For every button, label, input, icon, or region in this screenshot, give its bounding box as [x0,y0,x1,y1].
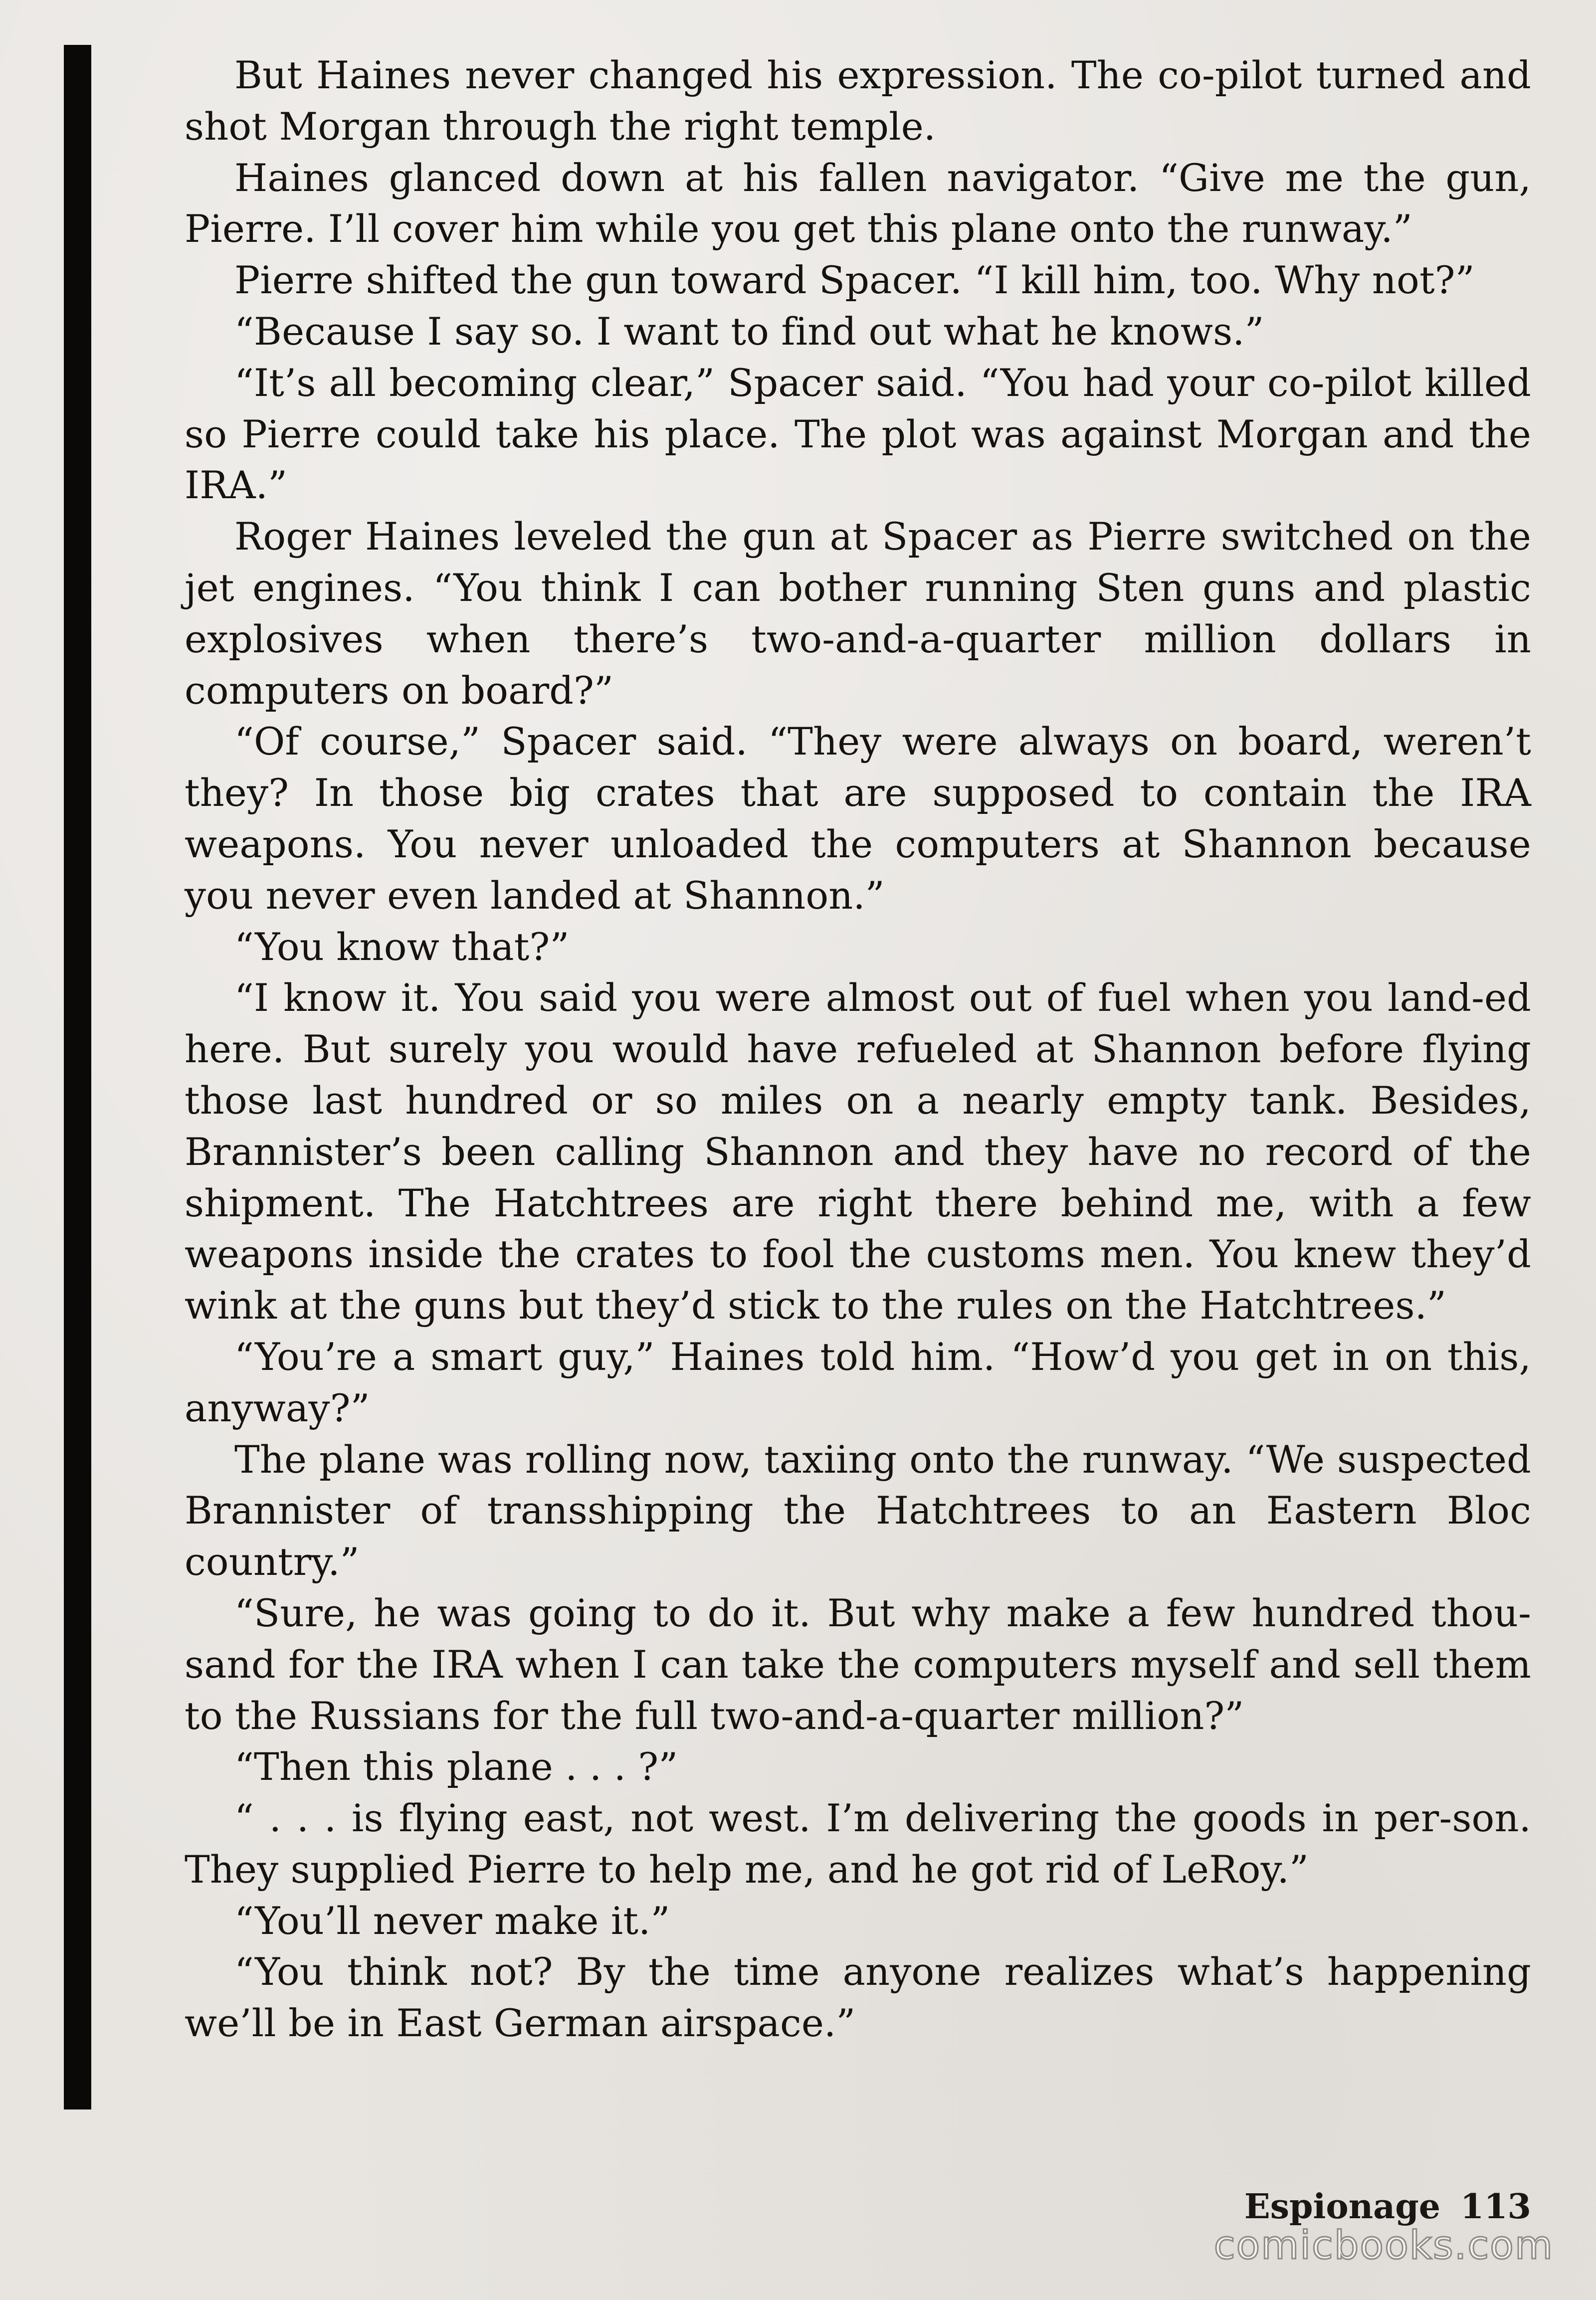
paragraph: “I know it. You said you were almost out of fuel when you land-ed here. But surely you would have refueled at Shannon before flying those last hundred or so miles on a nearly empty tank. Besides, Brannister’s been calling Shannon and they have no record of the shipment. The Hatchtrees are right there behind me, with a few weapons inside the crates to fool the customs men. You knew they’d wink at the guns but they’d stick to the rules on the Hatchtrees.” [185,975,1531,1328]
paragraph: But Haines never changed his expression. The co-pilot turned and shot Morgan through the right temple. [185,53,1531,149]
site-watermark: comicbooks.com [1213,2223,1554,2268]
paragraph: “You’ll never make it.” [234,1898,670,1943]
paragraph: “You’re a smart guy,” Haines told him. “How’d you get in on this, anyway?” [185,1334,1531,1430]
running-title: Espionage [1244,2187,1441,2227]
paragraph: “You think not? By the time anyone realizes what’s happening we’ll be in East German airspace.” [185,1949,1531,2046]
margin-rule [64,45,91,2109]
paragraph: Pierre shifted the gun toward Spacer. “I kill him, too. Why not?” [234,258,1475,303]
paragraph: “You know that?” [234,924,570,969]
page-footer [1244,2187,1531,2227]
paragraph: “Of course,” Spacer said. “They were always on board, weren’t they? In those big crates that are supposed to contain the IRA weapons. You never unloaded the computers at Shannon because you never even landed at Shannon.” [185,719,1531,918]
paragraph: “It’s all becoming clear,” Spacer said. “You had your co-pilot killed so Pierre could take his place. The plot was against Morgan and the IRA.” [185,360,1531,508]
page-number: 113 [1460,2187,1531,2227]
paragraph: “ . . . is flying east, not west. I’m delivering the goods in per-son. They supplied Pierre to help me, and he got rid of LeRoy.” [185,1796,1531,1892]
paragraph: Roger Haines leveled the gun at Spacer as Pierre switched on the jet engines. “You think I can bother running Sten guns and plastic explosives when there’s two-and-a-quarter million dollars in computers on board?” [185,514,1531,713]
paragraph: “Then this plane . . . ?” [234,1744,678,1789]
paragraph: “Sure, he was going to do it. But why make a few hundred thou-sand for the IRA when I can take the computers myself and sell them to the Russians for the full two-and-a-quarter million?” [185,1590,1531,1738]
paragraph: The plane was rolling now, taxiing onto the runway. “We suspected Brannister of transshipping the Hatchtrees to an Eastern Bloc country.” [185,1437,1531,1584]
story-text [185,50,1531,2049]
paragraph: Haines glanced down at his fallen navigator. “Give me the gun, Pierre. I’ll cover him while you get this plane onto the runway.” [185,155,1531,251]
paragraph: “Because I say so. I want to find out what he knows.” [234,309,1264,354]
